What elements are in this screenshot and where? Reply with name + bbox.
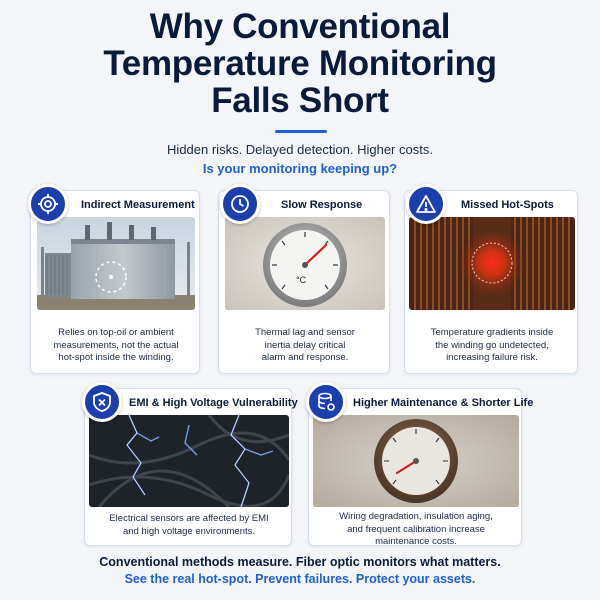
card-description-line: and high voltage environments. [122, 525, 256, 537]
card-description-line: maintenance costs. [375, 536, 457, 547]
card-description-line: and frequent calibration increase [347, 523, 485, 535]
title-line-1: Why Conventional [149, 7, 451, 46]
question-text: Is your monitoring keeping up? [202, 161, 398, 176]
card-description-line: Electrical sensors are affected by EMI [109, 513, 269, 524]
gauge-image [225, 217, 385, 310]
winding-hot-spot-image [409, 217, 575, 310]
card-description-line: Wiring degradation, insulation aging, [339, 511, 493, 522]
footer-statement: Conventional methods measure. Fiber optic monitors what matters. [99, 555, 501, 569]
card-title: Missed Hot-Spots [461, 199, 554, 211]
card-title: Slow Response [281, 199, 363, 211]
card-description-line: alarm and response. [261, 352, 349, 363]
subtitle: Hidden risks. Delayed detection. Higher costs. [167, 142, 433, 157]
title-line-2: Temperature Monitoring [103, 44, 497, 83]
footer-call-to-action: See the real hot-spot. Prevent failures. Protect your assets. [124, 572, 476, 586]
warning-icon [406, 184, 446, 224]
card-description [313, 511, 519, 549]
worn-gauge-image [313, 415, 519, 507]
card-description-line: increasing failure risk. [446, 352, 538, 363]
clock-icon [220, 184, 260, 224]
card-description-line: hot-spot inside the winding. [58, 352, 174, 363]
card-description-line: Temperature gradients inside [430, 327, 554, 338]
card-description-line: Thermal lag and sensor [255, 327, 355, 338]
card-description-line: the winding go undetected, [435, 339, 549, 351]
database-gear-icon [306, 382, 346, 422]
title-divider [275, 130, 327, 133]
card-description-line: Relies on top-oil or ambient [58, 327, 174, 338]
card-description-line: measurements, not the actual [53, 339, 179, 351]
card-title: Higher Maintenance & Shorter Life [353, 397, 534, 409]
card-description [89, 513, 289, 538]
shield-x-icon [82, 382, 122, 422]
transformer-image [37, 217, 195, 310]
card-description [409, 327, 575, 365]
card-description [35, 327, 197, 365]
target-icon [28, 184, 68, 224]
page-title [0, 8, 600, 119]
lightning-cables-image [89, 415, 289, 507]
gauge-unit-label: °C [296, 275, 307, 285]
card-description-line: inertia delay critical [264, 339, 346, 351]
card-title: Indirect Measurement [81, 199, 195, 211]
card-title: EMI & High Voltage Vulnerability [129, 397, 298, 409]
card-description [223, 327, 387, 365]
title-line-3: Falls Short [211, 81, 389, 120]
